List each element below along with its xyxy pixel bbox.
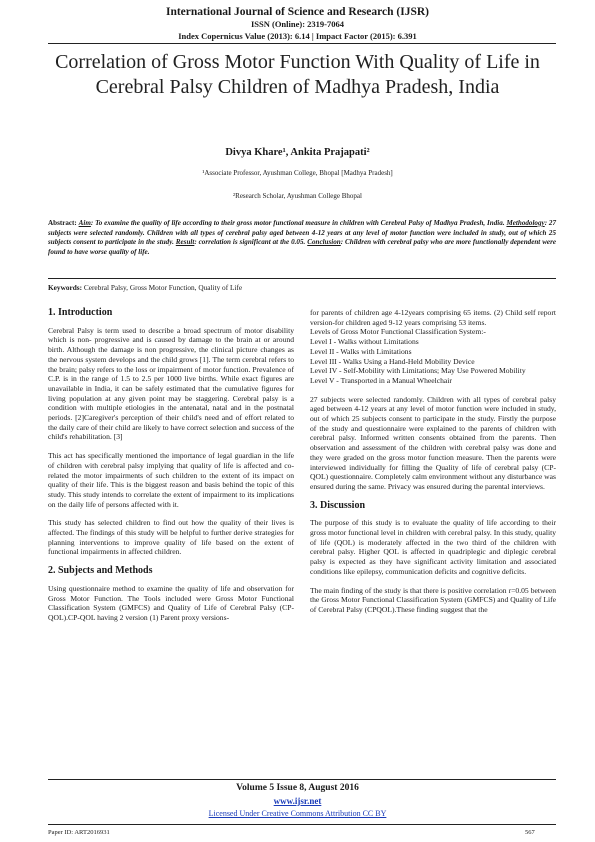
gmfcs-level-4: Level IV - Self-Mobility with Limitations; May Use Powered Mobility bbox=[310, 366, 526, 376]
gmfcs-level-1: Level I - Walks without Limitations bbox=[310, 337, 419, 347]
methods-paragraph-1: Using questionnaire method to examine the quality of life and observation for Gross Motor Function. The Tools included were Gross Motor Functional Classification System (GMFCS) and Quality of Life of Cerebral Palsy (CP-QOL).CP-QOL having 2 version (1) Parent proxy versions- bbox=[48, 583, 294, 622]
discussion-paragraph-2: The main finding of the study is that there is positive correlation r=0.05 between the Gross Motor Functional Classification System (GMFCS) and Quality of Life of Cerebral Palsy (CPQOL).These finding suggest that the bbox=[310, 585, 556, 614]
gmfcs-levels-heading: Levels of Gross Motor Functional Classification System:- bbox=[310, 327, 486, 337]
footer-license-link[interactable]: Licensed Under Creative Commons Attribution CC BY bbox=[208, 809, 387, 818]
paper-title: Correlation of Gross Motor Function With Quality of Life in Cerebral Palsy Children of Madhya Pradesh, India bbox=[55, 51, 540, 98]
aim-text: : To examine the quality of life according to their gross motor functional measure in children with Cerebral Palsy of Madhya Pradesh, India. bbox=[90, 219, 507, 227]
footer-bottom-rule bbox=[48, 824, 556, 825]
intro-paragraph-2: This act has specifically mentioned the importance of legal guardian in the life of children with cerebral palsy implying that quality of life is affected and co-related the motor impairments of such children to the extent of its impact on quality of their life. This is the biggest reason and basis behind the topic of this study. This study intends to correlate the extent of impairment to its implications on the daily life of persons affected with it. bbox=[48, 451, 294, 509]
methods-paragraph-3: 27 subjects were selected randomly. Children with all types of cerebral palsy aged between 4-12 years at any level of motor function were included in study, out of which 25 subjects consent to participate in the study. Firstly the purpose of the study and questionnaire were explained to the parents of children with cerebral palsy. Informed written consents obtained from the parents. Then observation and assessment of the children with cerebral palsy was done and they were graded on the gross motor function measure. Then the parents were interviewed individually for filling the Quality of life of cerebral palsy (CP-QOL) questionnaire. Completely calm environment without any disturbance was ensured during the same. Privacy was ensured during the parental interviews. bbox=[310, 394, 556, 491]
heading-introduction: 1. Introduction bbox=[48, 307, 113, 318]
conclusion-label: Conclusion bbox=[307, 238, 341, 247]
footer-site-link[interactable]: www.ijsr.net bbox=[273, 796, 322, 806]
intro-paragraph-3: This study has selected children to find out how the quality of their lives is affected. The findings of this study will be helpful to further derive strategies for planning interventions to improve quality of life based on the extent of functional impairments in affected children. bbox=[48, 518, 294, 557]
footer-volume: Volume 5 Issue 8, August 2016 bbox=[236, 783, 359, 793]
journal-index: Index Copernicus Value (2013): 6.14 | Impact Factor (2015): 6.391 bbox=[178, 31, 417, 41]
journal-issn: ISSN (Online): 2319-7064 bbox=[250, 19, 345, 29]
keywords-text: Cerebral Palsy, Gross Motor Function, Quality of Life bbox=[83, 283, 243, 292]
discussion-paragraph-1: The purpose of this study is to evaluate the quality of life according to their gross motor functional level in children with cerebral palsy. In this study, quality of life (QOL) is moderately affected in the two third of the children with cerebral palsy. Higher QOL is affected in quadriplegic and diplegic cerebral palsy is expected as they have significant activity limitation and associated conditions like epilepsy, communication deficits and cognitive deficits. bbox=[310, 518, 556, 576]
methods-paragraph-2: for parents of children age 4-12years comprising 65 items. (2) Child self report version-for children aged 9-12 years comprising 53 items. bbox=[310, 308, 556, 327]
keywords bbox=[48, 283, 556, 292]
journal-name: International Journal of Science and Research (IJSR) bbox=[165, 6, 429, 18]
method-text: : 27 subjects were selected randomly. Children with all types of cerebral palsy aged between 4-12 years at any level of motor function were included in study, out of which 25 subjects consent to participate in the study. bbox=[48, 219, 556, 247]
aim-label: Aim bbox=[78, 219, 91, 227]
gmfcs-level-5: Level V - Transported in a Manual Wheelchair bbox=[310, 375, 452, 385]
right-column bbox=[310, 308, 556, 624]
heading-subjects-methods: 2. Subjects and Methods bbox=[48, 565, 153, 577]
affiliation-2: ²Research Scholar, Ayushman College Bhopal bbox=[233, 192, 362, 200]
heading-discussion: 3. Discussion bbox=[310, 499, 366, 511]
gmfcs-level-3: Level III - Walks Using a Hand-Held Mobility Device bbox=[310, 356, 475, 366]
abstract-label: Abstract: bbox=[48, 219, 77, 227]
affiliation-1: ¹Associate Professor, Ayushman College, Bhopal [Madhya Pradesh] bbox=[202, 169, 393, 177]
conclusion-text: : Children with cerebral palsy who are more functionally dependent were found to have worse quality of life. bbox=[48, 238, 556, 256]
result-label: Result bbox=[175, 238, 195, 247]
paper-id: Paper ID: ART2016931 bbox=[48, 829, 110, 836]
method-label: Methodology bbox=[506, 219, 545, 227]
left-column bbox=[48, 308, 294, 632]
result-text: : correlation is significant at the 0.05. bbox=[194, 238, 308, 247]
footer-rule bbox=[48, 779, 556, 780]
page-number: 567 bbox=[525, 829, 535, 836]
header-rule bbox=[48, 43, 556, 44]
authors: Divya Khare¹, Ankita Prajapati² bbox=[225, 147, 370, 158]
abstract bbox=[48, 219, 556, 257]
intro-paragraph-1: Cerebral Palsy is term used to describe a broad spectrum of motor disability which is non- progressive and is caused by damage to the brain at or around birth. Although the damage is non progressive, the clinical picture changes as the nervous system develops and the child grows [1]. The term cerebral refers to the brain; palsy refers to the loss or impairment of motor function. Prevalence of C.P. is in the range of 1.5 to 2.5 per 1000 live births. While exact figures are unavailable in India, it can be safely estimated that the cumulative figures for living population at any given point may be staggering. Cerebral palsy is a condition with multiple etiologies in the antenatal, natal and in the postnatal periods. [2]Caregiver's perception of their child's need and of effort related to the daily care of their child are likely to have correct selection and success of the child's rehabilitation. [3] bbox=[48, 325, 294, 442]
abstract-rule bbox=[48, 278, 556, 279]
gmfcs-levels bbox=[310, 327, 556, 385]
keywords-label: Keywords: bbox=[48, 283, 83, 292]
gmfcs-level-2: Level II - Walks with Limitations bbox=[310, 346, 412, 356]
